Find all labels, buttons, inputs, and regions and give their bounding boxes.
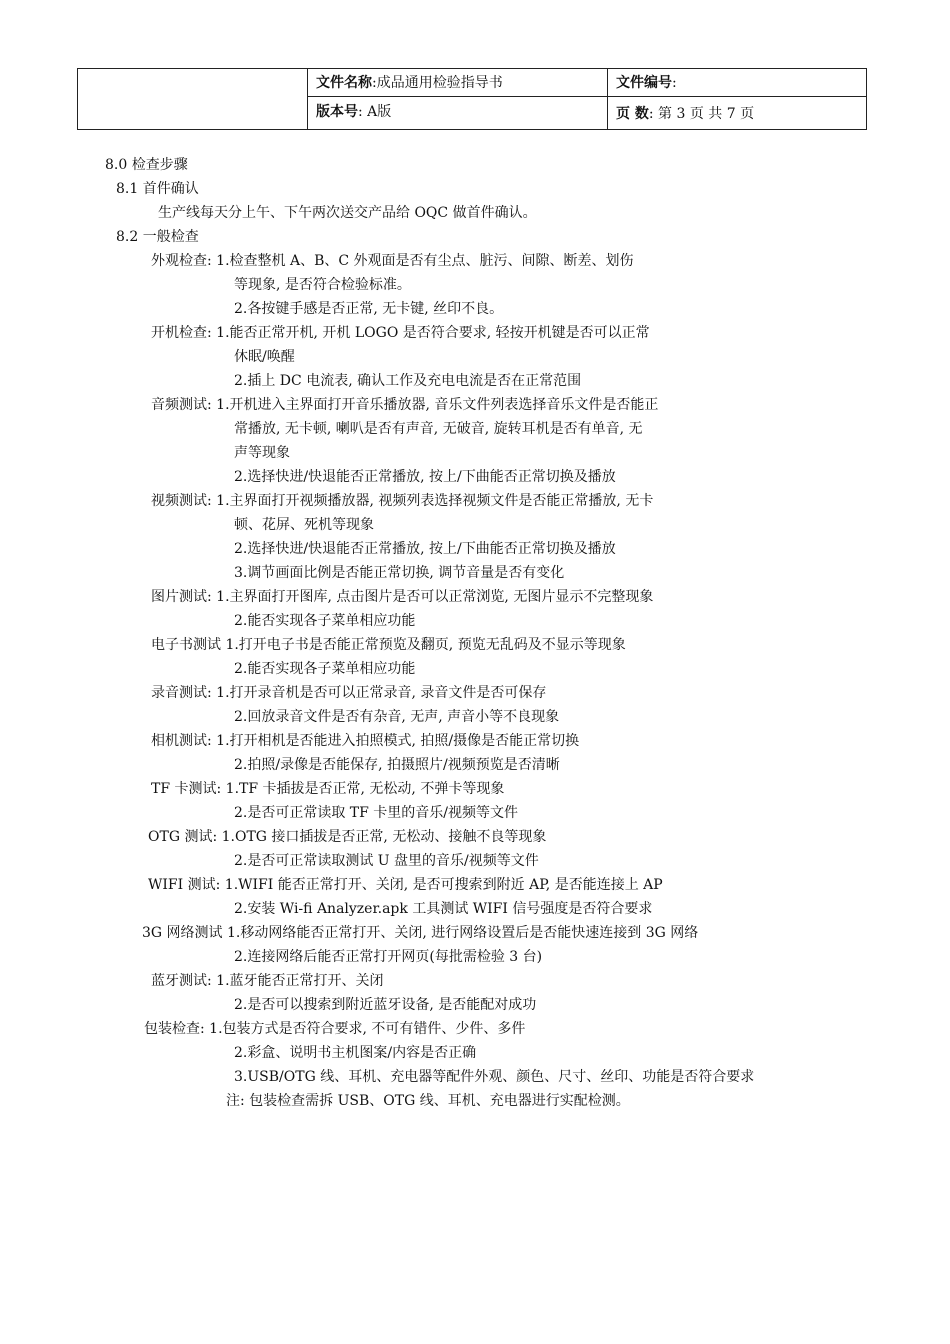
text-line: 2.能否实现各子菜单相应功能	[234, 661, 416, 677]
version-label: 版本号	[316, 104, 358, 120]
text-line: 生产线每天分上午、下午两次送交产品给 OQC 做首件确认。	[158, 205, 537, 221]
page-count-label: 页 数	[616, 106, 649, 122]
text-line: 休眠/唤醒	[234, 349, 295, 365]
text-line: 2.选择快进/快退能否正常播放, 按上/下曲能否正常切换及播放	[234, 541, 616, 557]
text-line: 电子书测试 1.打开电子书是否能正常预览及翻页, 预览无乱码及不显示等现象	[151, 637, 626, 653]
text-line: 2.是否可正常读取测试 U 盘里的音乐/视频等文件	[234, 853, 539, 869]
text-line: 3.调节画面比例是否能正常切换, 调节音量是否有变化	[234, 565, 565, 581]
text-line: 2.拍照/录像是否能保存, 拍摄照片/视频预览是否清晰	[234, 757, 560, 773]
text-line: 常播放, 无卡顿, 喇叭是否有声音, 无破音, 旋转耳机是否有单音, 无	[234, 421, 643, 437]
doc-number-label: 文件编号	[616, 75, 672, 91]
text-line: 包装检查: 1.包装方式是否符合要求, 不可有错件、少件、多件	[144, 1021, 526, 1037]
text-line: 2.各按键手感是否正常, 无卡键, 丝印不良。	[234, 301, 504, 317]
text-line: 音频测试: 1.开机进入主界面打开音乐播放器, 音乐文件列表选择音乐文件是否能正	[151, 397, 659, 413]
doc-name-label: 文件名称	[316, 75, 372, 91]
text-line: 2.能否实现各子菜单相应功能	[234, 613, 416, 629]
doc-name-value: :成品通用检验指导书	[372, 75, 503, 91]
text-line: 录音测试: 1.打开录音机是否可以正常录音, 录音文件是否可保存	[151, 685, 547, 701]
text-line: 相机测试: 1.打开相机是否能进入拍照模式, 拍照/摄像是否能正常切换	[151, 733, 580, 749]
version-value: : A版	[358, 104, 392, 120]
text-line: 2.安装 Wi-fi Analyzer.apk 工具测试 WIFI 信号强度是否符合要求	[234, 901, 653, 917]
text-line: OTG 测试: 1.OTG 接口插拔是否正常, 无松动、接触不良等现象	[148, 829, 547, 845]
text-line: 视频测试: 1.主界面打开视频播放器, 视频列表选择视频文件是否能正常播放, 无卡	[151, 493, 654, 509]
text-line: 声等现象	[234, 445, 290, 461]
page-count-value: : 第 3 页 共 7 页	[648, 106, 755, 122]
text-line: 2.选择快进/快退能否正常播放, 按上/下曲能否正常切换及播放	[234, 469, 616, 485]
text-line: WIFI 测试: 1.WIFI 能否正常打开、关闭, 是否可搜索到附近 AP, 是否能连接上 AP	[148, 877, 663, 893]
text-line: 8.1 首件确认	[116, 181, 199, 197]
text-line: 2.是否可以搜索到附近蓝牙设备, 是否能配对成功	[234, 997, 537, 1013]
text-line: TF 卡测试: 1.TF 卡插拔是否正常, 无松动, 不弹卡等现象	[151, 781, 505, 797]
text-line: 蓝牙测试: 1.蓝牙能否正常打开、关闭	[151, 973, 384, 989]
text-line: 2.连接网络后能否正常打开网页(每批需检验 3 台)	[234, 949, 543, 965]
text-line: 2.插上 DC 电流表, 确认工作及充电电流是否在正常范围	[234, 373, 582, 389]
text-line: 8.0 检查步骤	[105, 157, 188, 173]
text-line: 开机检查: 1.能否正常开机, 开机 LOGO 是否符合要求, 轻按开机键是否可以正常	[151, 325, 650, 341]
doc-number-value: :	[672, 75, 677, 91]
text-line: 2.彩盒、说明书主机图案/内容是否正确	[234, 1045, 477, 1061]
text-line: 等现象, 是否符合检验标准。	[234, 277, 411, 293]
text-line: 图片测试: 1.主界面打开图库, 点击图片是否可以正常浏览, 无图片显示不完整现象	[151, 589, 654, 605]
text-line: 顿、花屏、死机等现象	[234, 517, 374, 533]
text-line: 2.回放录音文件是否有杂音, 无声, 声音小等不良现象	[234, 709, 560, 725]
text-line: 3.USB/OTG 线、耳机、充电器等配件外观、颜色、尺寸、丝印、功能是否符合要求	[234, 1069, 755, 1085]
text-line: 3G 网络测试 1.移动网络能否正常打开、关闭, 进行网络设置后是否能快速连接到 3G 网络	[142, 925, 699, 941]
text-line: 2.是否可正常读取 TF 卡里的音乐/视频等文件	[234, 805, 519, 821]
text-line: 外观检查: 1.检查整机 A、B、C 外观面是否有尘点、脏污、间隙、断差、划伤	[151, 253, 634, 269]
text-line: 注: 包装检查需拆 USB、OTG 线、耳机、充电器进行实配检测。	[226, 1093, 630, 1109]
text-line: 8.2 一般检查	[116, 229, 199, 245]
